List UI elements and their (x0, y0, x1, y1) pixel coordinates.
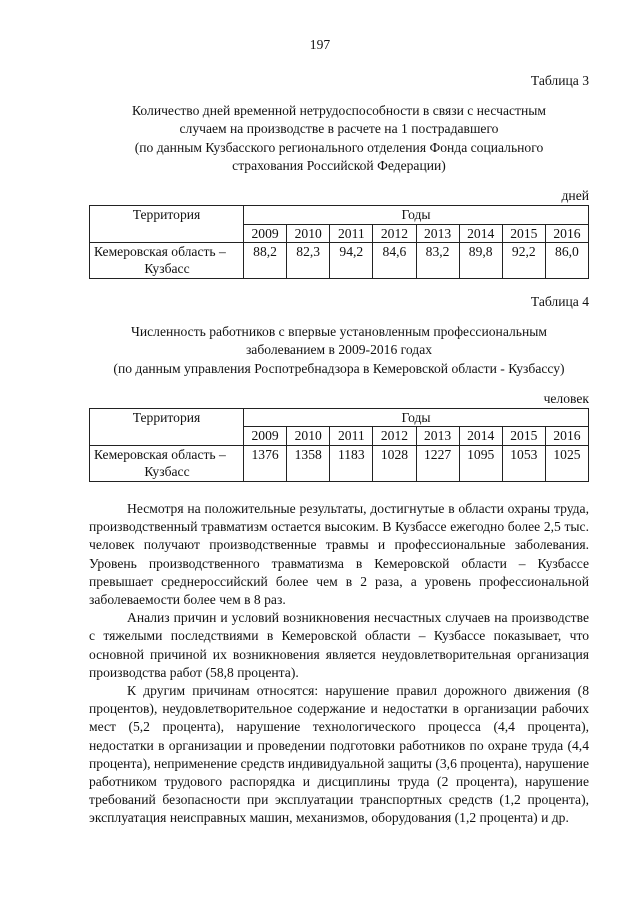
table3-title-line: Количество дней временной нетрудоспособности в связи с несчастным (132, 103, 546, 119)
table4-value: 1183 (330, 445, 373, 481)
table3-header-row (90, 206, 589, 224)
table4-row-label (90, 445, 244, 481)
table4-value: 1095 (459, 445, 502, 481)
paragraph: Анализ причин и условий возникновения несчастных случаев на производстве с тяжелыми последствиями в Кемеровской области – Кузбассе показывает, что основной причиной их возникновения является неудовлетворительная организация производства работ (58,8 процента). (89, 610, 589, 680)
table4-header-row (90, 409, 589, 427)
table4-title-line: заболеванием в 2009-2016 годах (245, 342, 433, 358)
table3-value: 82,3 (287, 243, 330, 279)
table4-data-row (90, 445, 589, 481)
table3-value: 89,8 (459, 243, 502, 279)
table3-year: 2012 (373, 224, 416, 242)
table4-title-line: Численность работников с впервые установленным профессиональным (131, 324, 547, 340)
paragraph: Несмотря на положительные результаты, достигнутые в области охраны труда, производственный травматизм остается высоким. В Кузбассе ежегодно более 2,5 тыс. человек получают производственные травмы и профессиональные заболевания. Уровень производственного травматизма в Кемеровской области – Кузбассе превышает среднероссийский более чем в 2 раза, а уровень профессиональной заболеваемости более чем в 8 раз. (89, 501, 589, 608)
table3-year: 2013 (416, 224, 459, 242)
table4-year: 2011 (330, 427, 373, 445)
table3-year: 2015 (502, 224, 545, 242)
table3-title-line: случаем на производстве в расчете на 1 пострадавшего (179, 121, 499, 137)
table4-year: 2015 (502, 427, 545, 445)
table3-year: 2011 (330, 224, 373, 242)
table4-header-years: Годы (244, 409, 589, 427)
table4-year: 2010 (287, 427, 330, 445)
table4-title-line: (по данным управления Роспотребнадзора в Кемеровской области - Кузбассу) (113, 360, 565, 376)
table4-year: 2014 (459, 427, 502, 445)
table4-value: 1053 (502, 445, 545, 481)
table3-value: 84,6 (373, 243, 416, 279)
table4-value: 1025 (545, 445, 588, 481)
table3-year: 2009 (244, 224, 287, 242)
table3-section (89, 72, 589, 279)
table4-value: 1227 (416, 445, 459, 481)
table4-year: 2012 (373, 427, 416, 445)
table3-title (89, 102, 589, 175)
table4-value: 1028 (373, 445, 416, 481)
table3-row-label-line2: Кузбасс (144, 261, 190, 277)
table3-value: 92,2 (502, 243, 545, 279)
table4-unit: человек (543, 390, 589, 406)
table4 (89, 408, 589, 482)
table4-header-territory: Территория (90, 409, 244, 446)
table4-section (89, 293, 589, 482)
table3-year: 2010 (287, 224, 330, 242)
table4-label: Таблица 4 (530, 294, 589, 309)
table3-year: 2016 (545, 224, 588, 242)
paragraph: К другим причинам относятся: нарушение правил дорожного движения (8 процентов), неудовлетворительное содержание и недостатки в организации рабочих мест (5,2 процента), нарушение технологического процесса (4,4 процента), недостатки в организации и проведении подготовки работников по охране труда (4,4 процента), неприменение средств индивидуальной защиты (3,6 процента), нарушение работником трудового распорядка и дисциплины труда (2 процента), нарушение требований безопасности при эксплуатации транспортных средств (1,2 процента), эксплуатация неисправных машин, механизмов, оборудования (1,2 процента) и др. (89, 683, 589, 826)
table4-year: 2016 (545, 427, 588, 445)
table3-row-label-line1: Кемеровская область – (94, 244, 226, 259)
page-number: 197 (309, 37, 331, 52)
table4-row-label-line2: Кузбасс (144, 464, 190, 480)
table3-value: 86,0 (545, 243, 588, 279)
table3-value: 94,2 (330, 243, 373, 279)
table4-value: 1376 (244, 445, 287, 481)
table3-value: 83,2 (416, 243, 459, 279)
body-text (89, 500, 589, 828)
table3-header-territory: Территория (90, 206, 244, 243)
table3 (89, 205, 589, 279)
table4-row-label-line1: Кемеровская область – (94, 446, 226, 462)
table3-title-line: страхования Российской Федерации) (232, 157, 446, 173)
table3-data-row (90, 243, 589, 279)
table3-value: 88,2 (244, 243, 287, 279)
table4-year: 2009 (244, 427, 287, 445)
table3-row-label (90, 243, 244, 279)
table3-label: Таблица 3 (530, 73, 589, 88)
table3-year: 2014 (459, 224, 502, 242)
table4-year: 2013 (416, 427, 459, 445)
table3-title-line: (по данным Кузбасского регионального отделения Фонда социального (134, 139, 544, 155)
table4-value: 1358 (287, 445, 330, 481)
table3-header-years: Годы (244, 206, 589, 224)
table4-title (89, 323, 589, 378)
table3-unit: дней (561, 188, 589, 204)
